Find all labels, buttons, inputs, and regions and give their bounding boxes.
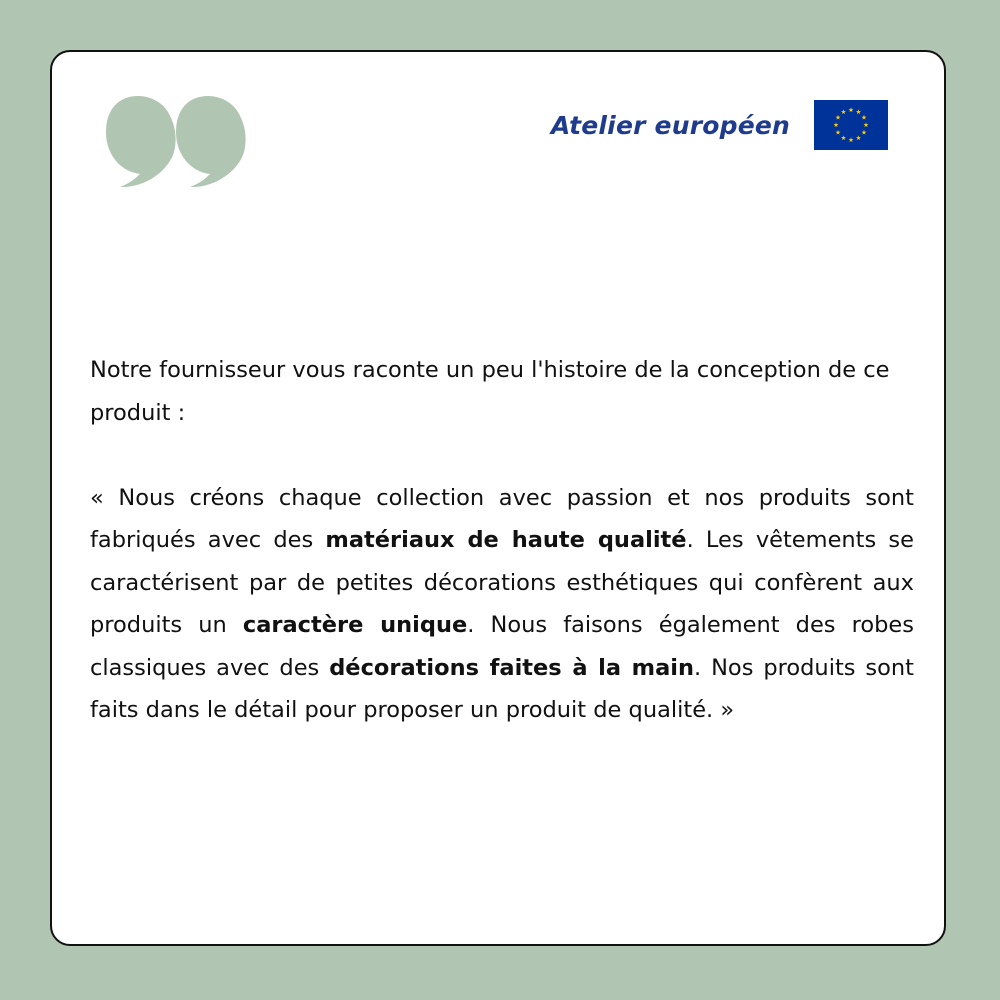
- testimonial-text-3: . Nous faisons également des robes classiques avec des: [90, 612, 914, 681]
- testimonial-card: [50, 50, 946, 946]
- highlight-handmade: décorations faites à la main: [329, 654, 694, 681]
- testimonial-content: [90, 349, 914, 732]
- testimonial-text-1: « Nous créons chaque collection avec passion et nos produits sont fabriqués avec des: [90, 484, 914, 553]
- quote-mark-icon: [102, 92, 252, 192]
- highlight-unique: caractère unique: [242, 612, 468, 638]
- testimonial-quote: [90, 477, 914, 732]
- brand-header: [551, 100, 888, 150]
- intro-text: Notre fournisseur vous raconte un peu l'histoire de la conception de ce produit :: [90, 357, 890, 426]
- testimonial-text-4: . Nos produits sont faits dans le détail pour proposer un produit de qualité. »: [90, 654, 915, 723]
- testimonial-text-2: . Les vêtements se caractérisent par de petites décorations esthétiques qui confèrent aux produits un: [90, 527, 914, 638]
- eu-flag-icon: [814, 100, 888, 150]
- highlight-materials: matériaux de haute qualité: [325, 527, 687, 553]
- brand-name: Atelier européen: [550, 110, 790, 140]
